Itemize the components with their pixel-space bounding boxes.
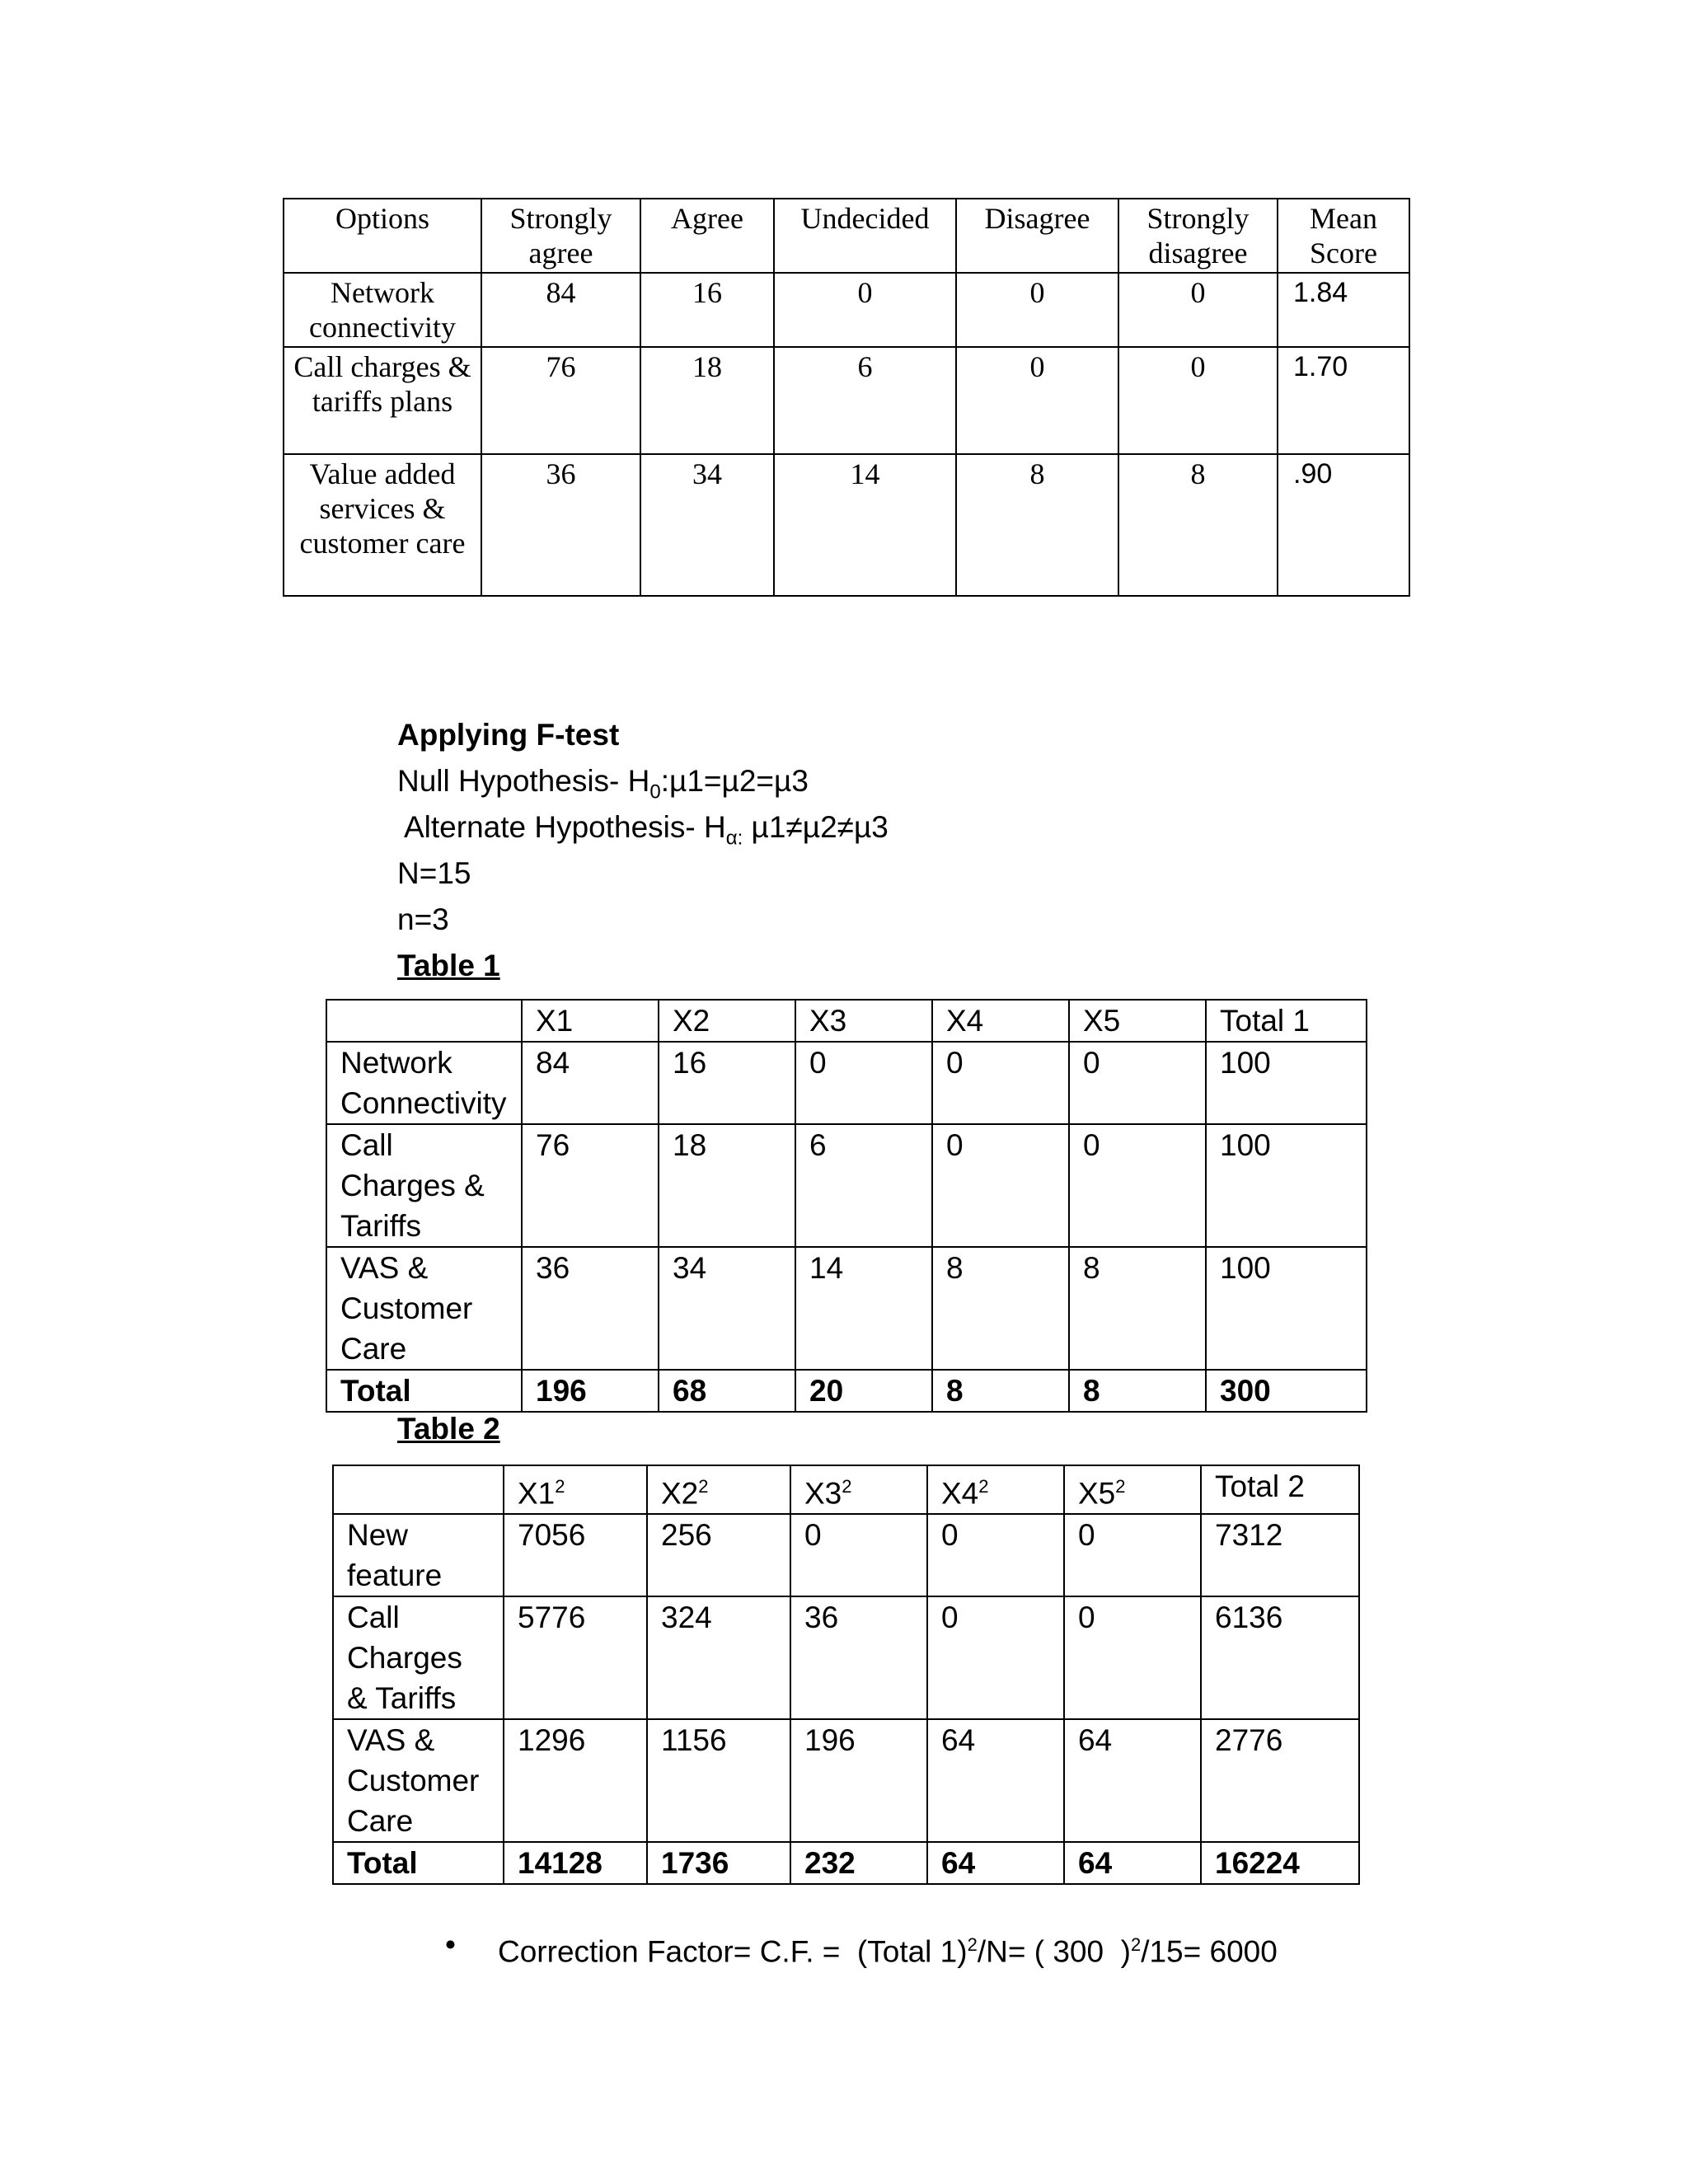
- cell: 8: [1069, 1247, 1206, 1370]
- table-row: [333, 1719, 1359, 1842]
- cell: 14: [795, 1247, 932, 1370]
- header-cell: [1064, 1465, 1201, 1514]
- row-label: Total: [326, 1370, 522, 1412]
- cell: 34: [640, 454, 774, 596]
- cell: 0: [1064, 1596, 1201, 1719]
- cell: 64: [927, 1842, 1064, 1884]
- cell: 8: [932, 1370, 1069, 1412]
- correction-factor-formula: [498, 1927, 1278, 1970]
- table-row: [284, 454, 1409, 596]
- superscript: 2: [698, 1476, 709, 1497]
- survey-table: [283, 198, 1410, 597]
- cell: 6136: [1201, 1596, 1359, 1719]
- table1-title: Table 1: [397, 949, 500, 982]
- header-cell: X5: [1069, 1000, 1206, 1042]
- header-cell: [927, 1465, 1064, 1514]
- header-label: X5: [1078, 1476, 1116, 1511]
- cell: 68: [659, 1370, 795, 1412]
- header-label: X2: [661, 1476, 699, 1511]
- cell: 300: [1206, 1370, 1367, 1412]
- table-row: [333, 1514, 1359, 1596]
- null-prefix: Null Hypothesis- H: [397, 764, 650, 798]
- cell: 100: [1206, 1247, 1367, 1370]
- cell: 100: [1206, 1124, 1367, 1247]
- header-cell: Agree: [640, 199, 774, 273]
- cell: 0: [795, 1042, 932, 1124]
- header-cell: [326, 1000, 522, 1042]
- header-cell: Total 2: [1201, 1465, 1359, 1514]
- cell: 324: [647, 1596, 790, 1719]
- cell: 64: [1064, 1842, 1201, 1884]
- cell: 84: [481, 273, 640, 347]
- alt-expression: µ1≠µ2≠µ3: [743, 810, 889, 844]
- cell: 8: [1118, 454, 1278, 596]
- superscript: 2: [555, 1476, 565, 1497]
- cell: 100: [1206, 1042, 1367, 1124]
- null-expression: :µ1=µ2=µ3: [660, 764, 809, 798]
- row-label: New feature: [333, 1514, 504, 1596]
- header-cell: [333, 1465, 504, 1514]
- cell: 1156: [647, 1719, 790, 1842]
- table-row: [326, 1247, 1367, 1370]
- cell: 76: [522, 1124, 659, 1247]
- cell: 16224: [1201, 1842, 1359, 1884]
- total-row: [333, 1842, 1359, 1884]
- cell: 7312: [1201, 1514, 1359, 1596]
- cell: 34: [659, 1247, 795, 1370]
- row-label: Value added services & customer care: [284, 454, 481, 596]
- header-label: X4: [941, 1476, 979, 1511]
- cell: 0: [956, 347, 1118, 454]
- cell: 0: [927, 1596, 1064, 1719]
- header-cell: [790, 1465, 927, 1514]
- ftest-heading: Applying F-test: [397, 718, 620, 752]
- header-cell: [647, 1465, 790, 1514]
- table-1: [326, 999, 1367, 1413]
- superscript: 2: [978, 1476, 989, 1497]
- header-cell: Disagree: [956, 199, 1118, 273]
- header-cell: X2: [659, 1000, 795, 1042]
- header-label: X3: [804, 1476, 842, 1511]
- row-label: Network connectivity: [284, 273, 481, 347]
- cell: 196: [790, 1719, 927, 1842]
- table-2: [332, 1465, 1360, 1885]
- cell: 18: [640, 347, 774, 454]
- cell: 36: [790, 1596, 927, 1719]
- cell: 8: [956, 454, 1118, 596]
- table-row: [326, 1124, 1367, 1247]
- survey-header-row: [284, 199, 1409, 273]
- header-cell: X4: [932, 1000, 1069, 1042]
- cell: 6: [774, 347, 956, 454]
- mean-score: .90: [1278, 454, 1409, 596]
- cell: 16: [640, 273, 774, 347]
- cell: 0: [790, 1514, 927, 1596]
- cell: 196: [522, 1370, 659, 1412]
- row-label: Call Charges & Tariffs: [326, 1124, 522, 1247]
- formula-part: /N= ( 300 ): [977, 1934, 1131, 1969]
- null-subscript: 0: [649, 780, 661, 804]
- cell: 0: [956, 273, 1118, 347]
- row-label: Call charges & tariffs plans: [284, 347, 481, 454]
- cell: 84: [522, 1042, 659, 1124]
- cell: 0: [932, 1124, 1069, 1247]
- header-cell: X3: [795, 1000, 932, 1042]
- cell: 64: [927, 1719, 1064, 1842]
- cell: 76: [481, 347, 640, 454]
- cell: 1296: [504, 1719, 647, 1842]
- cell: 64: [1064, 1719, 1201, 1842]
- header-label: X1: [518, 1476, 556, 1511]
- alt-subscript: α:: [725, 827, 743, 850]
- cell: 1736: [647, 1842, 790, 1884]
- cell: 6: [795, 1124, 932, 1247]
- cell: 20: [795, 1370, 932, 1412]
- row-label: Call Charges & Tariffs: [333, 1596, 504, 1719]
- formula-part: /15= 6000: [1141, 1934, 1278, 1969]
- bullet-icon: •: [445, 1928, 456, 1961]
- cell: 14: [774, 454, 956, 596]
- header-cell: Total 1: [1206, 1000, 1367, 1042]
- cell: 0: [774, 273, 956, 347]
- alt-prefix: Alternate Hypothesis- H: [404, 810, 726, 844]
- superscript: 2: [1130, 1934, 1142, 1955]
- mean-score: 1.84: [1278, 273, 1409, 347]
- table2-header-row: [333, 1465, 1359, 1514]
- cell: 0: [1064, 1514, 1201, 1596]
- cell: 16: [659, 1042, 795, 1124]
- null-hypothesis: [397, 763, 809, 810]
- header-cell: X1: [522, 1000, 659, 1042]
- table2-title: Table 2: [397, 1412, 500, 1446]
- cell: 0: [932, 1042, 1069, 1124]
- cell: 8: [1069, 1370, 1206, 1412]
- header-cell: Strongly disagree: [1118, 199, 1278, 273]
- row-label: Network Connectivity: [326, 1042, 522, 1124]
- cell: 36: [522, 1247, 659, 1370]
- table-row: [284, 347, 1409, 454]
- cell: 18: [659, 1124, 795, 1247]
- cell: 8: [932, 1247, 1069, 1370]
- cell: 0: [1069, 1042, 1206, 1124]
- cell: 36: [481, 454, 640, 596]
- table1-header-row: [326, 1000, 1367, 1042]
- table-row: [284, 273, 1409, 347]
- table-row: [326, 1042, 1367, 1124]
- mean-score: 1.70: [1278, 347, 1409, 454]
- cell: 2776: [1201, 1719, 1359, 1842]
- cell: 0: [1118, 347, 1278, 454]
- superscript: 2: [1115, 1476, 1126, 1497]
- sample-N: N=15: [397, 856, 471, 890]
- row-label: VAS & Customer Care: [326, 1247, 522, 1370]
- row-label: Total: [333, 1842, 504, 1884]
- header-cell: Strongly agree: [481, 199, 640, 273]
- cell: 0: [1069, 1124, 1206, 1247]
- row-label: VAS & Customer Care: [333, 1719, 504, 1842]
- header-cell: Mean Score: [1278, 199, 1409, 273]
- header-cell: Undecided: [774, 199, 956, 273]
- superscript: 2: [842, 1476, 852, 1497]
- cell: 0: [1118, 273, 1278, 347]
- alternate-hypothesis: [404, 809, 889, 856]
- header-cell: Options: [284, 199, 481, 273]
- total-row: [326, 1370, 1367, 1412]
- cell: 7056: [504, 1514, 647, 1596]
- header-cell: [504, 1465, 647, 1514]
- formula-part: Correction Factor= C.F. = (Total 1): [498, 1934, 968, 1969]
- cell: 14128: [504, 1842, 647, 1884]
- table-row: [333, 1596, 1359, 1719]
- cell: 256: [647, 1514, 790, 1596]
- cell: 5776: [504, 1596, 647, 1719]
- superscript: 2: [967, 1934, 978, 1955]
- sample-n: n=3: [397, 902, 449, 936]
- cell: 0: [927, 1514, 1064, 1596]
- cell: 232: [790, 1842, 927, 1884]
